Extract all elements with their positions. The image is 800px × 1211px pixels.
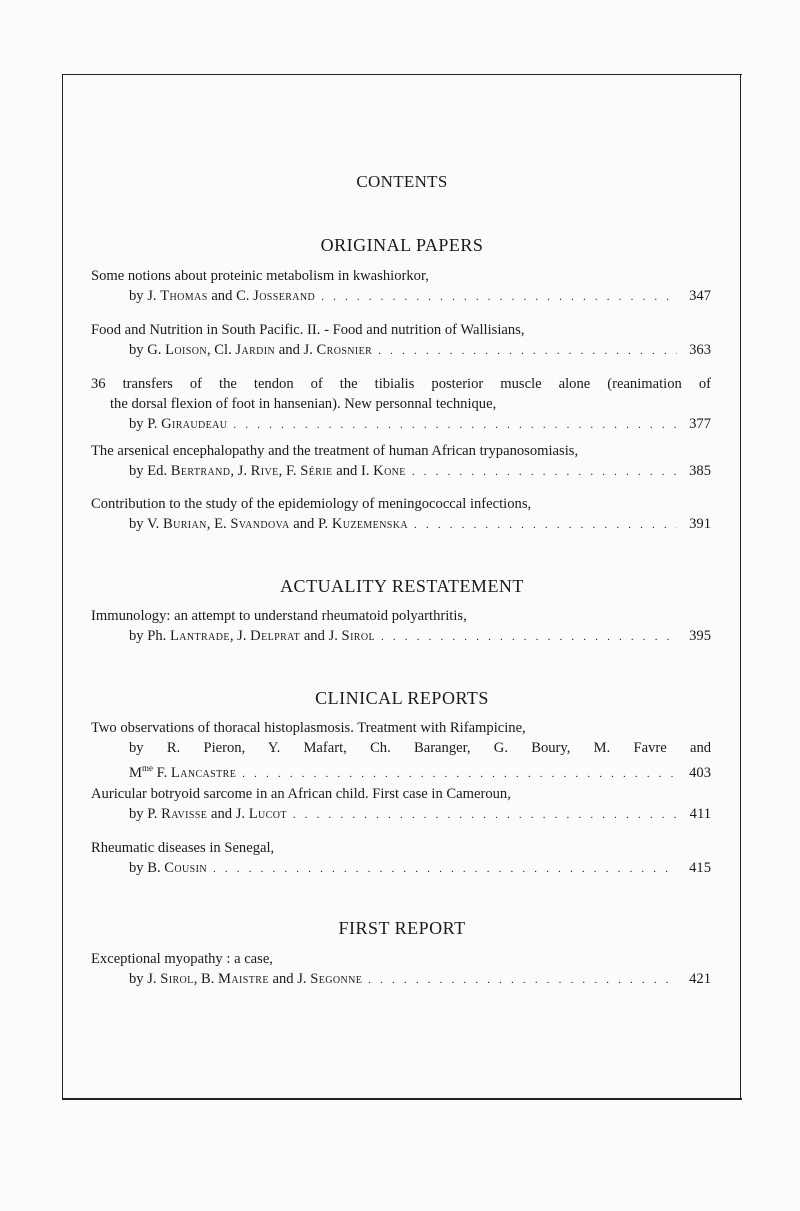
entry-title-line-2: the dorsal flexion of foot in hansenian). New personnal technique, bbox=[110, 396, 497, 412]
section-original-papers: ORIGINAL PAPERS bbox=[320, 235, 484, 255]
entry-title: The arsenical encephalopathy and the treatment of human African trypanosomiasis, bbox=[91, 443, 579, 459]
contents-title: CONTENTS bbox=[356, 172, 448, 191]
entry-authors: by V. Burian, E. Svandova and P. Kuzemenska bbox=[129, 516, 409, 532]
toc-entry-5[interactable] bbox=[91, 494, 711, 535]
entry-authors-row bbox=[91, 414, 711, 435]
entry-authors-row bbox=[91, 461, 711, 482]
toc-entry-1[interactable] bbox=[91, 266, 711, 307]
entry-title: Auricular botryoid sarcome in an African child. First case in Cameroun, bbox=[91, 786, 511, 802]
entry-title-line-1: 36 transfers of the tendon of the tibialis posterior muscle alone (reanimation of bbox=[91, 376, 711, 392]
entry-authors: by Ph. Lantrade, J. Delprat and J. Sirol bbox=[129, 628, 375, 644]
section-first-report: FIRST REPORT bbox=[338, 918, 466, 938]
toc-entry-9[interactable] bbox=[91, 838, 711, 879]
section-actuality-restatement: ACTUALITY RESTATEMENT bbox=[280, 576, 524, 596]
entry-authors-row bbox=[91, 286, 711, 307]
page-number: 421 bbox=[689, 971, 711, 987]
frame-top-rule bbox=[62, 74, 742, 75]
entry-authors-row bbox=[91, 626, 711, 647]
dot-leaders bbox=[242, 764, 677, 784]
page-number: 411 bbox=[689, 806, 711, 822]
toc-entry-2[interactable] bbox=[91, 320, 711, 361]
entry-authors-row bbox=[91, 340, 711, 361]
page-number: 403 bbox=[689, 764, 711, 781]
entry-title: Two observations of thoracal histoplasmosis. Treatment with Rifampicine, bbox=[91, 720, 526, 736]
entry-authors: by B. Cousin bbox=[129, 860, 207, 876]
dot-leaders bbox=[378, 341, 677, 361]
entry-authors: by P. Giraudeau bbox=[129, 416, 228, 432]
entry-authors: by G. Loison, Cl. Jardin and J. Crosnier bbox=[129, 342, 373, 358]
entry-authors: by P. Ravisse and J. Lucot bbox=[129, 806, 287, 822]
page-number: 363 bbox=[689, 342, 711, 358]
toc-entry-3[interactable] bbox=[91, 374, 711, 435]
toc-entry-4[interactable] bbox=[91, 441, 711, 482]
entry-title: Contribution to the study of the epidemiology of meningococcal infections, bbox=[91, 496, 532, 512]
page-number: 391 bbox=[689, 516, 711, 532]
entry-authors-line-1: by R. Pieron, Y. Mafart, Ch. Baranger, G. Boury, M. Favre and bbox=[129, 740, 712, 756]
dot-leaders bbox=[213, 859, 677, 879]
page-number: 347 bbox=[689, 288, 711, 304]
page-number: 415 bbox=[689, 860, 711, 876]
entry-authors-row bbox=[91, 804, 711, 825]
toc-entry-7[interactable] bbox=[91, 718, 711, 784]
dot-leaders bbox=[414, 515, 677, 535]
entry-authors-row bbox=[91, 514, 711, 535]
entry-authors: by J. Sirol, B. Maistre and J. Segonne bbox=[129, 971, 363, 987]
entry-authors-row bbox=[91, 758, 711, 784]
dot-leaders bbox=[381, 627, 677, 647]
entry-title: Immunology: an attempt to understand rheumatoid polyarthritis, bbox=[91, 608, 467, 624]
section-clinical-reports: CLINICAL REPORTS bbox=[315, 688, 489, 708]
page-number: 377 bbox=[689, 416, 711, 432]
entry-authors: by J. Thomas and C. Josserand bbox=[129, 288, 316, 304]
entry-authors: $M^{me}$ F. Lancastre bbox=[129, 763, 237, 781]
toc-entry-6[interactable] bbox=[91, 606, 711, 647]
entry-authors-row bbox=[91, 969, 711, 990]
entry-title: Some notions about proteinic metabolism in kwashiorkor, bbox=[91, 268, 429, 284]
entry-title: Rheumatic diseases in Senegal, bbox=[91, 840, 275, 856]
frame-bottom-rule bbox=[62, 1098, 742, 1100]
dot-leaders bbox=[233, 415, 677, 435]
page-number: 395 bbox=[689, 628, 711, 644]
entry-title: Exceptional myopathy : a case, bbox=[91, 951, 273, 967]
page-number: 385 bbox=[689, 463, 711, 479]
dot-leaders bbox=[293, 805, 677, 825]
dot-leaders bbox=[412, 462, 677, 482]
dot-leaders bbox=[321, 287, 677, 307]
entry-authors-row bbox=[91, 858, 711, 879]
toc-entry-8[interactable] bbox=[91, 784, 711, 825]
dot-leaders bbox=[368, 970, 677, 990]
entry-title: Food and Nutrition in South Pacific. II. - Food and nutrition of Wallisians, bbox=[91, 322, 525, 338]
toc-entry-10[interactable] bbox=[91, 949, 711, 990]
entry-authors: by Ed. Bertrand, J. Rive, F. Série and I. Kone bbox=[129, 463, 406, 479]
